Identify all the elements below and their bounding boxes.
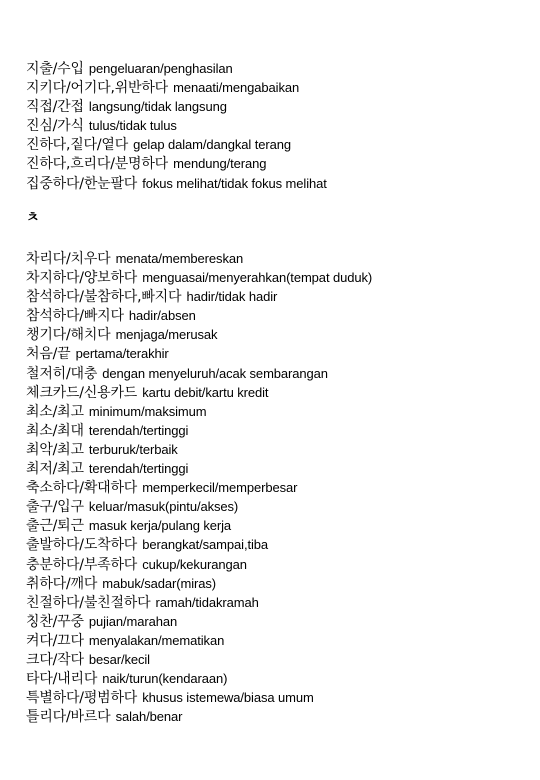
korean-term: 출근/퇴근 xyxy=(26,518,84,535)
list-item xyxy=(26,343,536,362)
indonesian-meaning: pujian/marahan xyxy=(88,613,178,629)
korean-term: 출구/입구 xyxy=(26,499,84,516)
indonesian-meaning: kartu debit/kartu kredit xyxy=(142,384,269,400)
indonesian-meaning: langsung/tidak langsung xyxy=(88,99,227,115)
vocab-list-bottom xyxy=(26,248,536,725)
indonesian-meaning: berangkat/sampai,tiba xyxy=(142,537,269,553)
korean-term: 타다/내리다 xyxy=(26,671,98,688)
list-item xyxy=(26,706,536,725)
korean-term: 직접/간접 xyxy=(26,99,84,116)
indonesian-meaning: mabuk/sadar(miras) xyxy=(102,575,217,591)
list-item xyxy=(26,611,536,630)
indonesian-meaning: pertama/terakhir xyxy=(75,346,169,362)
korean-term: 최소/최대 xyxy=(26,422,84,439)
korean-term: 지키다/어기다,위반하다 xyxy=(26,80,169,97)
indonesian-meaning: memperkecil/memperbesar xyxy=(142,480,298,496)
indonesian-meaning: tulus/tidak tulus xyxy=(88,118,177,134)
list-item xyxy=(26,573,536,592)
indonesian-meaning: cukup/kekurangan xyxy=(142,556,247,572)
section-heading: ㅊ xyxy=(26,210,40,226)
list-item xyxy=(26,96,536,115)
list-item xyxy=(26,630,536,649)
indonesian-meaning: menjaga/merusak xyxy=(115,327,218,343)
korean-term: 집중하다/한눈팔다 xyxy=(26,175,138,192)
indonesian-meaning: masuk kerja/pulang kerja xyxy=(88,518,232,534)
list-item xyxy=(26,363,536,382)
korean-term: 출발하다/도착하다 xyxy=(26,537,138,554)
indonesian-meaning: naik/turun(kendaraan) xyxy=(102,671,228,687)
korean-term: 진하다,짙다/옅다 xyxy=(26,137,129,154)
korean-term: 진하다,흐리다/분명하다 xyxy=(26,156,169,173)
indonesian-meaning: mendung/terang xyxy=(173,156,267,172)
list-item xyxy=(26,382,536,401)
indonesian-meaning: pengeluaran/penghasilan xyxy=(88,61,233,76)
korean-term: 켜다/끄다 xyxy=(26,632,84,649)
korean-term: 최소/최고 xyxy=(26,403,84,420)
korean-term: 지출/수입 xyxy=(26,61,84,77)
list-item xyxy=(26,153,536,172)
korean-term: 크다/작다 xyxy=(26,651,84,668)
list-item xyxy=(26,554,536,573)
korean-term: 체크카드/신용카드 xyxy=(26,384,138,401)
list-item xyxy=(26,515,536,534)
korean-term: 최악/최고 xyxy=(26,441,84,458)
list-item xyxy=(26,668,536,687)
indonesian-meaning: hadir/tidak hadir xyxy=(186,289,278,305)
korean-term: 최저/최고 xyxy=(26,461,84,478)
list-item xyxy=(26,401,536,420)
indonesian-meaning: terendah/tertinggi xyxy=(88,422,189,438)
korean-term: 친절하다/불친절하다 xyxy=(26,594,151,611)
indonesian-meaning: dengan menyeluruh/acak sembarangan xyxy=(102,365,328,381)
indonesian-meaning: menguasai/menyerahkan(tempat duduk) xyxy=(142,270,373,286)
korean-term: 충분하다/부족하다 xyxy=(26,556,138,573)
korean-term: 처음/끝 xyxy=(26,346,71,363)
list-item xyxy=(26,324,536,343)
indonesian-meaning: minimum/maksimum xyxy=(88,403,207,419)
list-item xyxy=(26,58,536,77)
indonesian-meaning: keluar/masuk(pintu/akses) xyxy=(88,499,239,515)
list-item xyxy=(26,77,536,96)
indonesian-meaning: fokus melihat/tidak fokus melihat xyxy=(142,175,327,191)
list-item xyxy=(26,592,536,611)
korean-term: 축소하다/확대하다 xyxy=(26,480,138,497)
indonesian-meaning: ramah/tidakramah xyxy=(155,594,259,610)
korean-term: 칭찬/꾸중 xyxy=(26,613,84,630)
list-item xyxy=(26,173,536,192)
list-item xyxy=(26,496,536,515)
list-item xyxy=(26,439,536,458)
korean-term: 차리다/치우다 xyxy=(26,251,111,267)
list-item xyxy=(26,649,536,668)
indonesian-meaning: terburuk/terbaik xyxy=(88,441,178,457)
indonesian-meaning: hadir/absen xyxy=(128,308,196,324)
list-item xyxy=(26,458,536,477)
indonesian-meaning: besar/kecil xyxy=(88,651,150,667)
korean-term: 틀리다/바르다 xyxy=(26,709,111,726)
korean-term: 참석하다/빠지다 xyxy=(26,308,124,325)
vocab-list-top xyxy=(26,58,536,192)
korean-term: 진심/가식 xyxy=(26,118,84,135)
indonesian-meaning: gelap dalam/dangkal terang xyxy=(133,137,291,153)
indonesian-meaning: terendah/tertinggi xyxy=(88,461,189,477)
list-item xyxy=(26,286,536,305)
indonesian-meaning: menyalakan/mematikan xyxy=(88,632,225,648)
list-item xyxy=(26,534,536,553)
indonesian-meaning: khusus istemewa/biasa umum xyxy=(142,690,314,706)
list-item xyxy=(26,115,536,134)
list-item xyxy=(26,687,536,706)
korean-term: 특별하다/평범하다 xyxy=(26,690,138,707)
list-item xyxy=(26,267,536,286)
korean-term: 참석하다/불참하다,빠지다 xyxy=(26,289,182,306)
korean-term: 취하다/깨다 xyxy=(26,575,98,592)
korean-term: 철저히/대충 xyxy=(26,365,98,382)
list-item xyxy=(26,134,536,153)
list-item xyxy=(26,420,536,439)
list-item xyxy=(26,305,536,324)
indonesian-meaning: menata/membereskan xyxy=(115,251,244,266)
indonesian-meaning: menaati/mengabaikan xyxy=(173,80,300,96)
korean-term: 차지하다/양보하다 xyxy=(26,270,138,287)
korean-term: 챙기다/해치다 xyxy=(26,327,111,344)
list-item xyxy=(26,248,536,267)
list-item xyxy=(26,477,536,496)
indonesian-meaning: salah/benar xyxy=(115,709,183,725)
